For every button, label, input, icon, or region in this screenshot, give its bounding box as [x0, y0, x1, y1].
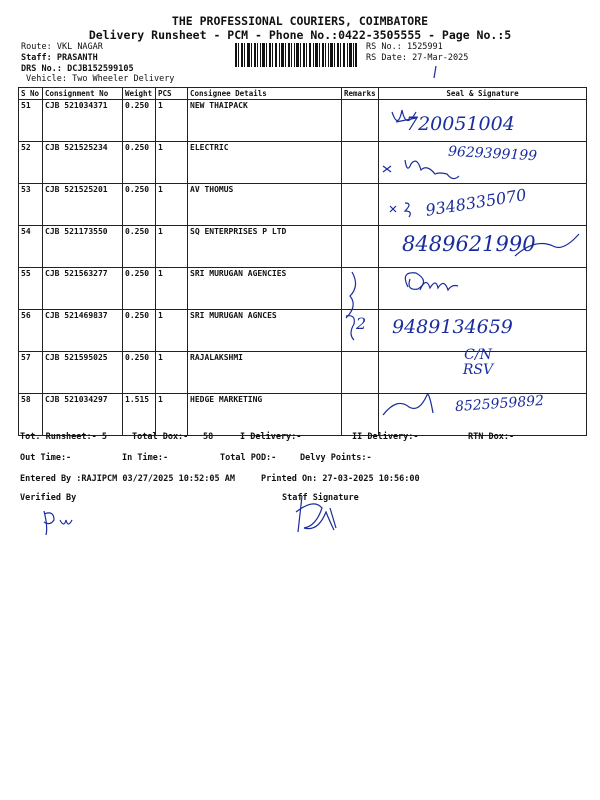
consignee-cell: ELECTRIC	[188, 142, 342, 184]
route-value: VKL NAGAR	[56, 42, 103, 52]
weight-cell: 0.250	[123, 352, 156, 394]
rs-date-label: RS Date:	[366, 53, 407, 63]
remarks-cell	[342, 142, 379, 184]
remarks-cell	[342, 268, 379, 310]
consignment-cell: CJB 521525234	[43, 142, 123, 184]
sno-cell: 57	[19, 352, 43, 394]
remarks-cell	[342, 184, 379, 226]
drs-row	[21, 64, 134, 74]
col-seal: Seal & Signature	[379, 88, 587, 100]
rtn-dox: RTN Dox:-	[468, 432, 515, 442]
consignee-cell: RAJALAKSHMI	[188, 352, 342, 394]
sno-cell: 54	[19, 226, 43, 268]
seal-signature-57: C/N RSV	[462, 347, 494, 378]
seal-signature-56: 9489134659	[392, 316, 513, 338]
weight-cell: 0.250	[123, 226, 156, 268]
sno-cell: 58	[19, 394, 43, 436]
rs-no-label: RS No.:	[366, 42, 402, 52]
consignment-cell: CJB 521034297	[43, 394, 123, 436]
consignee-cell: AV THOMUS	[188, 184, 342, 226]
staff-label: Staff:	[21, 53, 52, 63]
table-header-row	[19, 88, 587, 100]
consignment-cell: CJB 521034371	[43, 100, 123, 142]
table-row	[19, 268, 587, 310]
remarks-cell	[342, 394, 379, 436]
sno-cell: 53	[19, 184, 43, 226]
vehicle-value: Two Wheeler Delivery	[72, 74, 175, 84]
weight-cell: 0.250	[123, 100, 156, 142]
runsheet-subtitle: Delivery Runsheet - PCM - Phone No.:0422-3505555 - Page No.:5	[88, 28, 512, 42]
consignment-cell: CJB 521525201	[43, 184, 123, 226]
rs-date-row	[366, 53, 468, 63]
consignee-cell: SRI MURUGAN AGNCES	[188, 310, 342, 352]
pcs-cell: 1	[156, 226, 188, 268]
printed-on: Printed On: 27-03-2025 10:56:00	[261, 474, 420, 484]
entered-by: Entered By :RAJIPCM 03/27/2025 10:52:05 AM	[20, 474, 235, 484]
consignee-cell: SRI MURUGAN AGENCIES	[188, 268, 342, 310]
vehicle-label: Vehicle:	[26, 74, 67, 84]
remarks-56: 2	[356, 314, 367, 333]
sno-cell: 55	[19, 268, 43, 310]
remarks-cell	[342, 352, 379, 394]
ii-delivery: II Delivery:-	[352, 432, 419, 442]
pcs-cell: 1	[156, 268, 188, 310]
pcs-cell: 1	[156, 184, 188, 226]
col-consignee: Consignee Details	[188, 88, 342, 100]
remarks-cell	[342, 226, 379, 268]
col-sno: S No	[19, 88, 43, 100]
seal-signature-52: 9629399199	[447, 143, 538, 165]
consignment-cell: CJB 521173550	[43, 226, 123, 268]
seal-signature-51: 720051004	[406, 113, 515, 135]
weight-cell: 0.250	[123, 310, 156, 352]
remarks-cell	[342, 100, 379, 142]
weight-cell: 1.515	[123, 394, 156, 436]
col-consignment: Consignment No	[43, 88, 123, 100]
barcode-image	[235, 43, 357, 67]
col-remarks: Remarks	[342, 88, 379, 100]
consignment-cell: CJB 521469837	[43, 310, 123, 352]
consignee-cell: HEDGE MARKETING	[188, 394, 342, 436]
rs-no-row	[366, 42, 443, 52]
vehicle-row	[26, 74, 174, 84]
out-time: Out Time:-	[20, 453, 72, 463]
rs-no-value: 1525991	[406, 42, 443, 52]
i-delivery: I Delivery:-	[240, 432, 302, 442]
pcs-cell: 1	[156, 100, 188, 142]
sno-cell: 51	[19, 100, 43, 142]
consignment-cell: CJB 521563277	[43, 268, 123, 310]
sno-cell: 56	[19, 310, 43, 352]
total-dox-label: Total Dox:-	[132, 432, 189, 442]
staff-value: PRASANTH	[56, 53, 98, 63]
verified-by-label: Verified By	[20, 493, 77, 503]
drs-value: DCJB152599105	[67, 64, 134, 74]
consignee-cell: SQ ENTERPRISES P LTD	[188, 226, 342, 268]
consignment-cell: CJB 521595025	[43, 352, 123, 394]
col-weight: Weight	[123, 88, 156, 100]
weight-cell: 0.250	[123, 268, 156, 310]
staff-row	[21, 53, 98, 63]
drs-label: DRS No.:	[21, 64, 62, 74]
seal-signature-54: 8489621990	[402, 232, 536, 256]
weight-cell: 0.250	[123, 142, 156, 184]
pcs-cell: 1	[156, 394, 188, 436]
in-time: In Time:-	[122, 453, 169, 463]
total-dox-value: 58	[203, 432, 214, 442]
route-row	[21, 42, 103, 52]
pcs-cell: 1	[156, 310, 188, 352]
staff-signature-label: Staff Signature	[282, 493, 359, 503]
sno-cell: 52	[19, 142, 43, 184]
tot-runsheet: Tot. Runsheet:- 5	[20, 432, 107, 442]
col-pcs: PCS	[156, 88, 188, 100]
route-label: Route:	[21, 42, 52, 52]
pcs-cell: 1	[156, 142, 188, 184]
pcs-cell: 1	[156, 352, 188, 394]
company-title: THE PROFESSIONAL COURIERS, COIMBATORE	[171, 14, 429, 28]
weight-cell: 0.250	[123, 184, 156, 226]
seal-signature-53: 9348335070	[424, 185, 528, 220]
delivery-table	[18, 87, 587, 436]
seal-signature-58: 8525959892	[454, 392, 545, 416]
rs-date-value: 27-Mar-2025	[412, 53, 469, 63]
seal-cell	[379, 268, 587, 310]
delvy-points: Delvy Points:-	[300, 453, 372, 463]
consignee-cell: NEW THAIPACK	[188, 100, 342, 142]
total-pod: Total POD:-	[220, 453, 277, 463]
